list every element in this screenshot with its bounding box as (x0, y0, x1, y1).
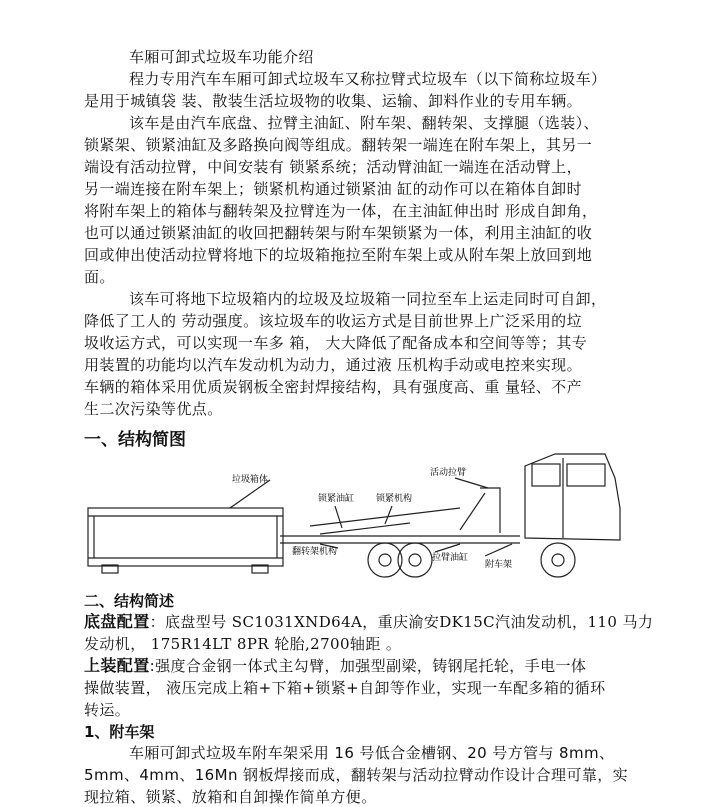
upper-line-3: 转运。 (84, 701, 131, 719)
intro-line: 车辆的箱体采用优质炭钢板全密封焊接结构，具有强度高、重 量轻、不产 (84, 378, 582, 396)
front-wheel (541, 543, 575, 577)
lift-arm (480, 488, 500, 533)
label-sub-frame: 附车架 (485, 560, 513, 570)
intro-line: 另一端连接在附车架上；锁紧机构通过锁紧油 缸的动作可以在箱体自卸时 (84, 180, 582, 198)
subframe-line: 车厢可卸式垃圾车附车架采用 16 号低合金槽钢、20 号方管与 8mm、 (129, 744, 615, 762)
intro-line: 圾收运方式，可以实现一车多 箱， 大大降低了配备成本和空间等等；其专 (84, 334, 588, 352)
intro-line: 降低了工人的 劳动强度。该垃圾车的收运方式是目前世界上广泛采用的垃 (84, 312, 582, 330)
intro-line: 端设有活动拉臂，中间安装有 锁紧系统；活动臂油缸一端连在活动臂上， (84, 158, 582, 176)
label-lock-cylinder: 锁紧油缸 (318, 494, 355, 504)
intro-line: 也可以通过锁紧油缸的收回把翻转架与附车架锁紧为一体，利用主油缸的收 (84, 224, 593, 242)
upper-text: :强度合金钢一体式主勾臂，加强型副梁，铸钢尾托轮，手电一体 (149, 657, 587, 675)
rear-wheel (368, 543, 402, 577)
chassis-line (84, 612, 653, 632)
intro-line: 该车可将地下垃圾箱内的垃圾及垃圾箱一同拉至车上运走同时可自卸， (129, 290, 607, 308)
subframe-line: 5mm、4mm、16Mn 钢板焊接而成，翻转架与活动拉臂动作设计合理可靠，实 (84, 766, 629, 784)
subframe-line: 现拉箱、锁紧、放箱和自卸操作简单方便。 (84, 788, 377, 806)
intro-line: 程力专用汽车车厢可卸式垃圾车又称拉臂式垃圾车（以下简称垃圾车） (129, 70, 607, 88)
intro-line: 用装置的功能均以汽车发动机为动力，通过液 压机构手动或电控来实现。 (84, 356, 582, 374)
upper-line (84, 656, 586, 676)
intro-line: 回或伸出使活动拉臂将地下的垃圾箱拖拉至附车架上或从附车架上放回到地 (84, 246, 593, 264)
doc-title: 车厢可卸式垃圾车功能介绍 (129, 48, 314, 66)
label-arm-cylinder: 拉臂油缸 (432, 553, 469, 563)
label-lift-arm: 活动拉臂 (430, 468, 467, 478)
intro-line: 面。 (84, 268, 115, 286)
chassis-text: ：底盘型号 SC1031XND64A，重庆渝安DK15C汽油发动机，110 马力 (149, 613, 654, 631)
chassis-label: 底盘配置 (84, 612, 150, 631)
intro-line: 生二次污染等优点。 (84, 400, 223, 418)
intro-line: 该车是由汽车底盘、拉臂主油缸、附车架、翻转架、支撑腿（选装）、 (129, 114, 599, 132)
intro-line: 锁紧架、锁紧油缸及多路换向阀等组成。翻转架一端连在附车架上，其另一 (84, 136, 593, 154)
chassis-line-2: 发动机， 175R14LT 8PR 轮胎,2700轴距 。 (84, 635, 402, 653)
label-flip-frame: 翻转架机构 (292, 547, 338, 557)
truck-cab (525, 454, 620, 540)
intro-line: 将附车架上的箱体与翻转架及拉臂连为一体，在主油缸伸出时 形成自卸角， (84, 202, 598, 220)
section-heading-structure-description: 二、结构简述 (84, 592, 175, 610)
section-heading-sub-frame: 1、附车架 (84, 723, 155, 741)
intro-line: 是用于城镇袋 装、散装生活垃圾物的收集、运输、卸料作业的专用车辆。 (84, 92, 582, 110)
label-container-box: 垃圾箱体 (232, 475, 269, 485)
label-lock-mechanism: 锁紧机构 (376, 494, 413, 504)
container-box (88, 508, 283, 566)
section-heading-structure-diagram: 一、结构简图 (84, 430, 186, 450)
upper-line-2: 操做装置， 液压完成上箱+下箱+锁紧+自卸等作业，实现一车配多箱的循环 (84, 679, 606, 697)
upper-label: 上装配置 (84, 656, 150, 675)
garbage-truck-diagram (80, 448, 660, 590)
